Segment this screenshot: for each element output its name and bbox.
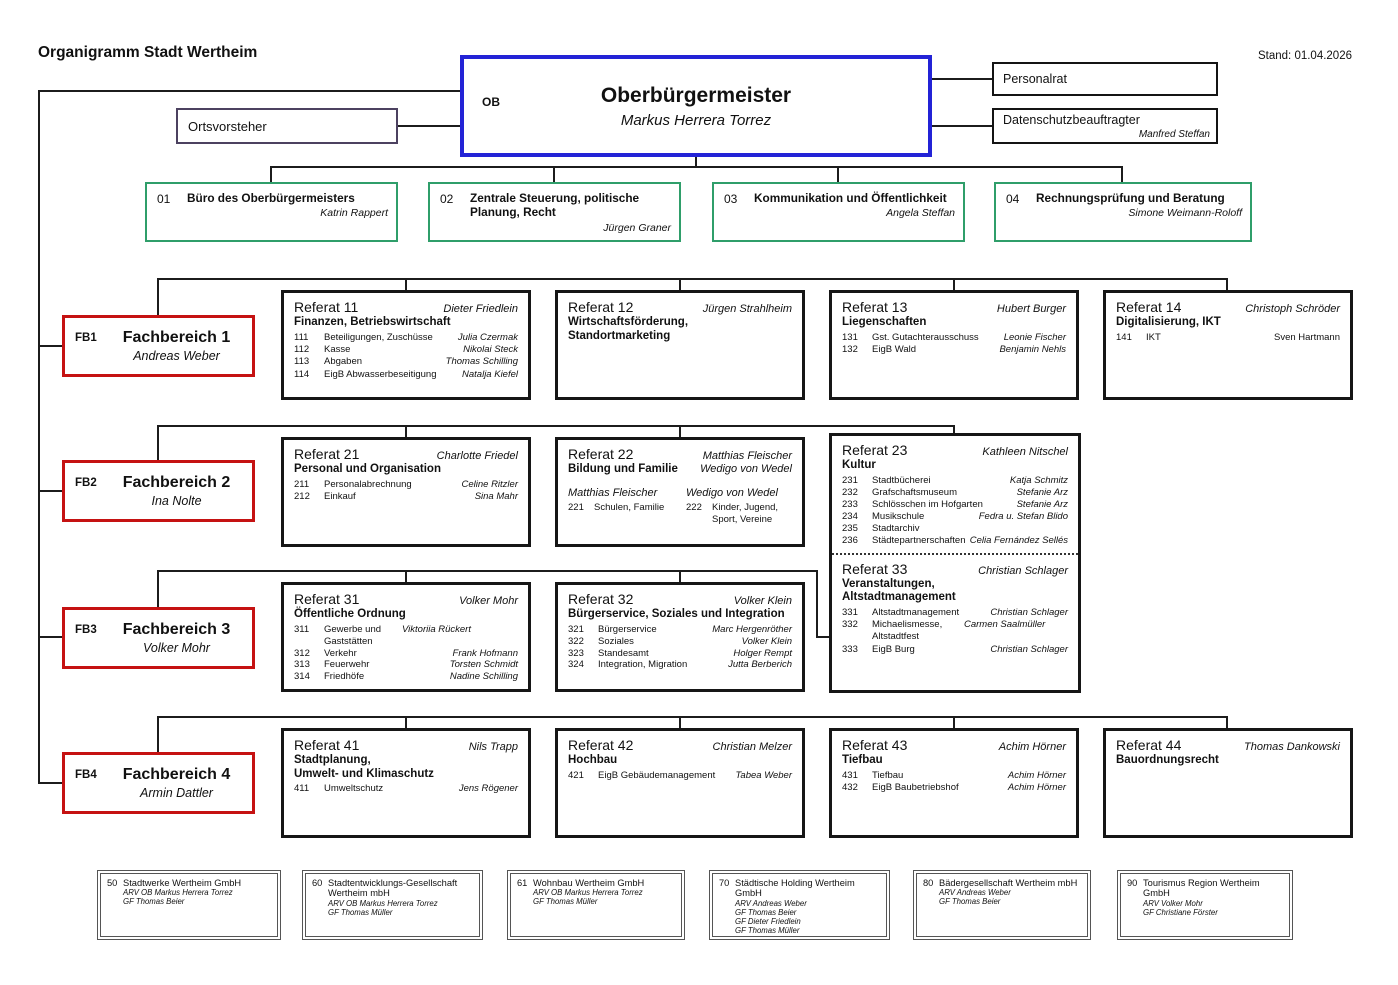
fachbereich-2-box [62,460,255,522]
referat-31-box [281,582,531,692]
gesellschaft-officers: ARV OB Markus Herrera Torrez GF Thomas Beier [123,888,233,907]
referat-11-box [281,290,531,400]
datenschutz-box [992,108,1218,144]
referat-lead: Christoph Schröder [1245,303,1340,315]
referat-lead: Christian Melzer [712,741,792,753]
referat-item: 314 Friedhöfe Nadine Schilling [294,671,518,683]
connector [837,166,839,182]
referat-item: 431 Tiefbau Achim Hörner [842,769,1066,781]
gesellschaft-title: Stadtwerke Wertheim GmbH [123,878,242,888]
connector [157,278,1228,280]
referat-item: 321 Bürgerservice Marc Hergenröther [568,623,792,635]
referat-item: 432 EigB Baubetriebshof Achim Hörner [842,781,1066,793]
referat-item: 312 Verkehr Frank Hofmann [294,647,518,659]
referat-22-box [555,437,805,547]
gesellschaft-title: Tourismus Region Wertheim GmbH [1143,878,1260,899]
fb-code: FB3 [75,624,97,636]
dotted-divider [832,553,1078,555]
referat-item: 313 Feuerwehr Torsten Schmidt [294,659,518,671]
referat-title: Referat 12 [568,299,634,315]
connector [1226,278,1228,290]
referat-subject: Tiefbau [842,754,883,766]
connector [38,345,62,347]
connector [932,125,992,127]
referat-14-box [1103,290,1353,400]
referat-lead: Dieter Friedlein [443,303,518,315]
referat-item: 322 Soziales Volker Klein [568,635,792,647]
referat-22-column-1 [568,487,674,527]
connector [953,716,955,728]
fachbereich-4-box [62,752,255,814]
referat-lead: Christian Schlager [978,564,1068,577]
referat-item: 235 Stadtarchiv [842,523,920,535]
referat-item: 131 Gst. Gutachterausschuss Leonie Fischer [842,331,1066,343]
connector [38,90,40,784]
stabsstelle-title: Zentrale Steuerung, politische Planung, Recht [470,191,640,220]
referat-subject: Kultur [842,459,876,471]
connector [405,716,407,728]
referat-item: 324 Integration, Migration Jutta Berberich [568,659,792,671]
referat-title: Referat 13 [842,299,908,315]
stabsstelle-name: Angela Steffan [886,207,955,220]
referat-item: 234 Musikschule Fedra u. Stefan Blido [842,511,1068,523]
stabsstelle-02-box [428,182,681,242]
referat-lead: Volker Klein [733,595,792,607]
fb-title: Fachbereich 1 [122,328,231,346]
referat-item: 221 Schulen, Familie [568,501,665,513]
gesellschaft-60-box: 60 Stadtentwicklungs-Gesellschaft Wertheim mbH ARV OB Markus Herrera Torrez GF Thomas Müller [305,873,480,937]
referat-item: 331 Altstadtmanagement Christian Schlager [842,606,1068,618]
referat-title: Referat 21 [294,446,360,462]
referat-13-box [829,290,1079,400]
stabsstelle-code: 02 [440,192,454,206]
gesellschaft-title: Städtische Holding Wertheim GmbH [735,878,855,899]
referat-title: Referat 43 [842,737,908,753]
referat-43-box [829,728,1079,838]
referat-41-box [281,728,531,838]
referat-title: Referat 31 [294,591,360,607]
connector [679,278,681,290]
connector [679,570,681,582]
column-head: Wedigo von Wedel [686,486,778,499]
referat-title: Referat 32 [568,591,634,607]
stabsstelle-name: Jürgen Graner [603,221,671,234]
referat-subject: Personal und Organisation [294,463,441,475]
fb-name: Armin Dattler [140,786,213,801]
ob-title: Oberbürgermeister [600,84,792,108]
referat-item: 232 Grafschaftsmuseum Stefanie Arz [842,486,1068,498]
referat-23-33-box [829,433,1081,693]
referat-subject-line2: Umwelt- und Klimaschutz [294,767,434,780]
referat-item: 212 Einkauf Sina Mahr [294,490,518,502]
gesellschaft-officers: ARV OB Markus Herrera Torrez GF Thomas Müller [533,888,643,907]
referat-item: 111 Beteiligungen, Zuschüsse Julia Czermak [294,331,518,343]
connector [405,425,407,437]
referat-subject: Liegenschaften [842,316,927,328]
fb-code: FB1 [75,332,97,344]
referat-subject: Hochbau [568,754,618,766]
referat-title: Referat 41 [294,737,360,753]
referat-item: 411 Umweltschutz Jens Rögener [294,783,518,795]
referat-lead: Charlotte Friedel [436,450,518,462]
connector [270,166,1123,168]
referat-lead-2: Wedigo von Wedel [700,463,792,475]
connector [38,490,62,492]
ortsvorsteher-box [176,108,398,144]
referat-title: Referat 14 [1116,299,1182,315]
referat-item: 211 Personalabrechnung Celine Ritzler [294,478,518,490]
gesellschaft-80-box: 80 Bädergesellschaft Wertheim mbH ARV Andreas Weber GF Thomas Beier [916,873,1088,937]
connector [1226,716,1228,728]
gesellschaft-title: Wohnbau Wertheim GmbH [533,878,645,888]
referat-12-box [555,290,805,400]
referat-title: Referat 33 [842,560,908,577]
stabsstelle-code: 01 [157,192,171,206]
column-head: Matthias Fleischer [568,486,658,499]
gesellschaft-90-box: 90 Tourismus Region Wertheim GmbH ARV Volker Mohr GF Christiane Förster [1120,873,1290,937]
referat-item: 231 Stadtbücherei Katja Schmitz [842,474,1068,486]
stand-date: Stand: 01.04.2026 [1258,50,1352,62]
referat-subject: Bauordnungsrecht [1116,754,1219,766]
gesellschaft-50-box: 50 Stadtwerke Wertheim GmbH ARV OB Markus Herrera Torrez GF Thomas Beier [100,873,278,937]
referat-lead: Hubert Burger [996,303,1066,315]
fachbereich-1-box [62,315,255,377]
connector [157,570,159,607]
personalrat-title: Personalrat [1003,72,1067,86]
fb-code: FB2 [75,477,97,489]
stabsstelle-title: Kommunikation und Öffentlichkeit [754,191,947,205]
gesellschaft-officers: ARV OB Markus Herrera Torrez GF Thomas Müller [328,898,438,917]
fb-title: Fachbereich 4 [122,765,231,783]
referat-32-box [555,582,805,692]
gesellschaft-officers: ARV Andreas Weber GF Thomas Beier [939,888,1011,907]
referat-23-section [842,442,1068,548]
referat-item: 333 EigB Burg Christian Schlager [842,643,1068,655]
connector [157,425,159,460]
stabsstelle-04-box [994,182,1252,242]
referat-subject: Stadtplanung, [294,754,371,766]
connector [157,716,159,752]
referat-subject: Öffentliche Ordnung [294,608,406,620]
referat-subject: Finanzen, Betriebswirtschaft [294,316,451,328]
stabsstelle-01-box [145,182,398,242]
fb-title: Fachbereich 2 [122,473,231,491]
referat-item: 113 Abgaben Thomas Schilling [294,356,518,368]
connector [679,425,681,437]
stabsstelle-name: Katrin Rappert [320,207,388,220]
referat-item: 114 EigB Abwasserbeseitigung Natalja Kiefel [294,368,518,380]
datenschutz-name: Manfred Steffan [1138,129,1210,140]
stabsstelle-title: Rechnungsprüfung und Beratung [1036,191,1225,205]
connector [38,636,62,638]
gesellschaft-title: Stadtentwicklungs-Gesellschaft Wertheim mbH [328,878,458,899]
referat-subject: Veranstaltungen, [842,577,935,590]
gesellschaft-officers: ARV Volker Mohr GF Christiane Förster [1143,898,1218,917]
gesellschaft-title: Bädergesellschaft Wertheim mbH [939,878,1078,888]
connector [38,90,460,92]
referat-44-box [1103,728,1353,838]
stabsstelle-code: 03 [724,192,738,206]
connector [679,716,681,728]
connector [157,425,955,427]
referat-lead: Volker Mohr [459,595,518,607]
referat-title: Referat 44 [1116,737,1182,753]
referat-item: 323 Standesamt Holger Rempt [568,647,792,659]
connector [157,570,818,572]
referat-lead: Kathleen Nitschel [982,446,1068,458]
referat-33-section [842,561,1068,657]
referat-item: 421 EigB Gebäudemanagement Tabea Weber [568,769,792,781]
stabsstelle-title: Büro des Oberbürgermeisters [187,191,355,205]
connector [270,166,272,182]
referat-lead: Nils Trapp [468,741,518,753]
referat-21-box [281,437,531,547]
referat-lead: Jürgen Strahlheim [702,303,792,315]
page-title: Organigramm Stadt Wertheim [38,44,258,61]
fb-name: Ina Nolte [151,494,202,509]
stabsstelle-03-box [712,182,965,242]
gesellschaft-61-box: 61 Wohnbau Wertheim GmbH ARV OB Markus Herrera Torrez GF Thomas Müller [510,873,682,937]
referat-title: Referat 23 [842,442,908,458]
referat-42-box [555,728,805,838]
referat-22-column-2 [686,487,792,527]
ob-box [460,55,932,157]
referat-lead: Thomas Dankowski [1244,741,1340,753]
connector [1121,166,1123,182]
ob-code: OB [482,95,500,109]
personalrat-box [992,62,1218,96]
referat-subject: Bürgerservice, Soziales und Integration [568,608,785,620]
referat-item: 132 EigB Wald Benjamin Nehls [842,343,1066,355]
referat-title: Referat 11 [294,299,359,315]
referat-title: Referat 22 [568,446,634,462]
connector [38,782,62,784]
referat-subject: Bildung und Familie [568,463,678,475]
fb-title: Fachbereich 3 [122,620,231,638]
connector [157,278,159,315]
fb-name: Volker Mohr [143,641,210,656]
connector [398,125,460,127]
referat-item: 236 Städtepartnerschaften Celia Fernández Sellés [842,535,1068,547]
fb-code: FB4 [75,769,97,781]
referat-lead: Achim Hörner [998,741,1066,753]
connector [157,716,1228,718]
gesellschaft-70-box: 70 Städtische Holding Wertheim GmbH ARV Andreas Weber GF Thomas Beier GF Dieter Friedlein GF Thomas Müller [712,873,887,937]
stabsstelle-code: 04 [1006,192,1020,206]
referat-item: 311 Gewerbe und Gaststätten Viktoriia Rückert [294,623,471,647]
connector [816,570,818,638]
fachbereich-3-box [62,607,255,669]
referat-item: 112 Kasse Nikolai Steck [294,343,518,355]
referat-lead: Matthias Fleischer [702,450,792,462]
ob-name: Markus Herrera Torrez [620,111,772,129]
referat-subject: Wirtschaftsförderung, Standortmarketing [568,316,689,342]
connector [405,278,407,290]
referat-item: 141 IKT Sven Hartmann [1116,331,1340,343]
connector [816,636,830,638]
referat-item: 233 Schlösschen im Hofgarten Stefanie Arz [842,498,1068,510]
gesellschaft-officers: ARV Andreas Weber GF Thomas Beier GF Dieter Friedlein GF Thomas Müller [735,898,807,935]
connector [405,570,407,582]
connector [932,78,992,80]
stabsstelle-name: Simone Weimann-Roloff [1128,207,1242,220]
ortsvorsteher-title: Ortsvorsteher [188,118,267,134]
datenschutz-title: Datenschutzbeauftragter [1003,113,1140,127]
referat-item: 332 Michaelismesse, Altstadtfest Carmen Saalmüller [842,618,1046,643]
fb-name: Andreas Weber [133,349,220,364]
referat-subject-line2: Altstadtmanagement [842,591,956,604]
referat-title: Referat 42 [568,737,634,753]
connector [553,166,555,182]
referat-item: 222 Kinder, Jugend, Sport, Vereine [686,501,779,525]
referat-subject: Digitalisierung, IKT [1116,316,1221,328]
connector [953,278,955,290]
